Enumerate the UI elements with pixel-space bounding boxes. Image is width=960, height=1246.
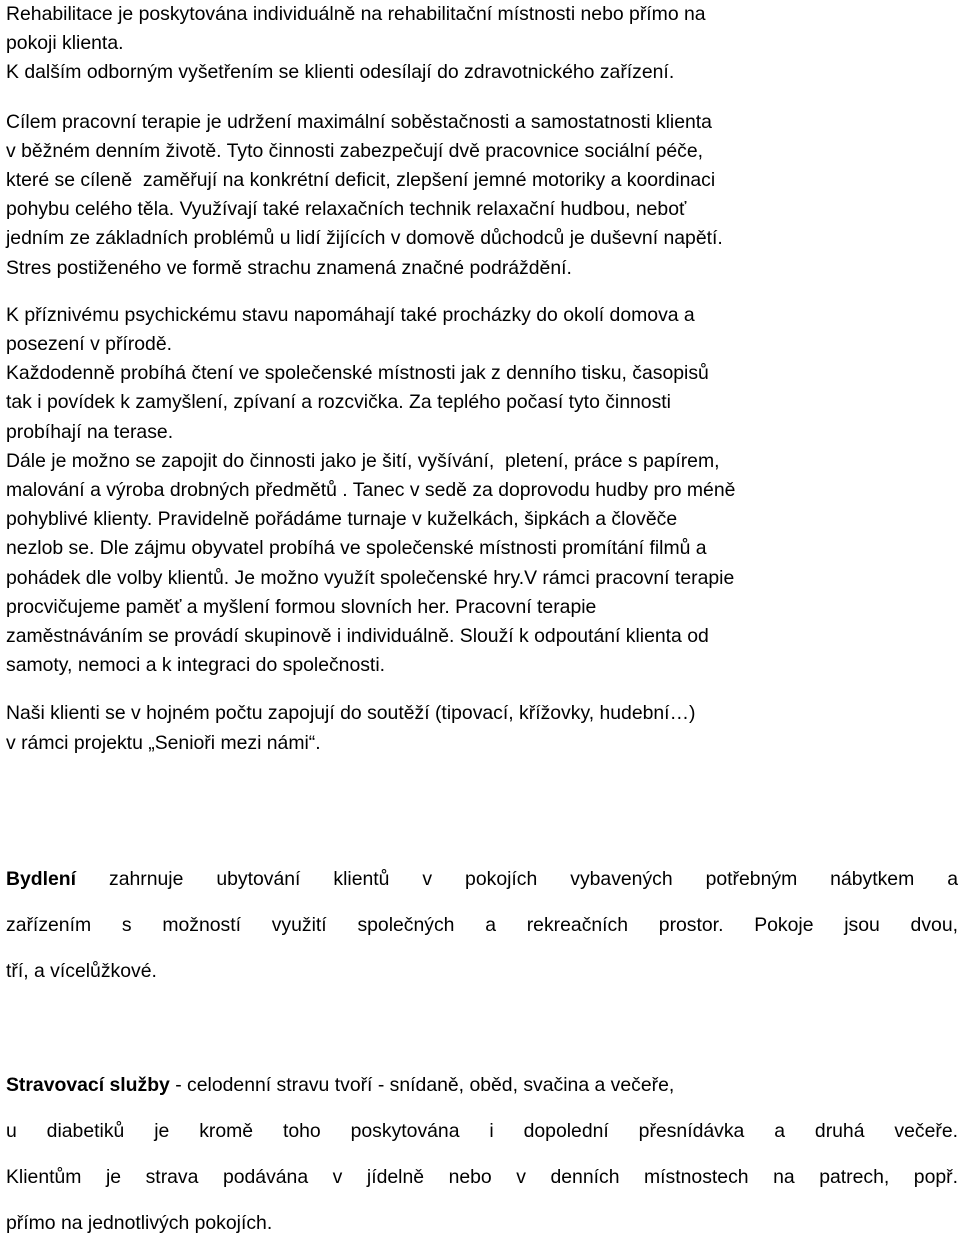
text-line: malování a výroba drobných předmětů . Tanec v sedě za doprovodu hudby pro méně: [6, 479, 736, 502]
text-line: pokoji klienta.: [6, 32, 124, 55]
text-line: posezení v přírodě.: [6, 333, 172, 356]
text-line: v rámci projektu „Senioři mezi námi“.: [6, 731, 321, 754]
text-line: probíhají na terase.: [6, 420, 174, 443]
paragraph-pracovni-terapie: [6, 108, 958, 283]
text-line: Cílem pracovní terapie je udržení maximální soběstačnosti a samostatnosti klienta: [6, 110, 712, 133]
paragraph-stravovani: [6, 1062, 958, 1246]
text-line: které se cíleně zaměřují na konkrétní deficit, zlepšení jemné motoriky a koordinaci: [6, 169, 716, 192]
text-line: Klientům je strava podávána v jídelně nebo v denních místnostech na patrech, popř.: [6, 1165, 958, 1188]
text-line: samoty, nemoci a k integraci do společnosti.: [6, 654, 386, 677]
text-line: pohybu celého těla. Využívají také relaxačních technik relaxační hudbou, neboť: [6, 198, 687, 221]
text-line: přímo na jednotlivých pokojích.: [6, 1211, 273, 1234]
text-line: pohádek dle volby klientů. Je možno využít společenské hry.V rámci pracovní terapie: [6, 566, 735, 589]
text-line: tak i povídek k zamyšlení, zpívaní a rozcvička. Za teplého počasí tyto činnosti: [6, 391, 671, 414]
text-line: Naši klienti se v hojném počtu zapojují do soutěží (tipovací, křížovky, hudební…): [6, 702, 696, 725]
text-line: Dále je možno se zapojit do činnosti jako je šití, vyšívání, pletení, práce s papírem,: [6, 449, 720, 472]
text-line: Rehabilitace je poskytována individuálně na rehabilitační místnosti nebo přímo na: [6, 3, 706, 25]
document-page: [6, 0, 958, 1246]
text-line: pohyblivé klienty. Pravidelně pořádáme turnaje v kuželkách, šipkách a člověče: [6, 508, 678, 531]
text-line: Stres postiženého ve formě strachu znamená značné podráždění.: [6, 256, 572, 279]
heading-stravovani: Stravovací služby: [6, 1073, 170, 1096]
text-line: procvičujeme paměť a myšlení formou slovních her. Pracovní terapie: [6, 595, 597, 618]
text-line: K příznivému psychickému stavu napomáhají také procházky do okolí domova a: [6, 303, 695, 326]
heading-bydleni: Bydlení: [6, 867, 77, 890]
text-line: jedním ze základních problémů u lidí žijících v domově důchodců je duševní napětí.: [6, 227, 723, 250]
paragraph-aktivity: [6, 301, 958, 681]
text-line: [6, 856, 958, 902]
text-line: tří, a vícelůžkové.: [6, 959, 157, 982]
text-line: zařízením s možností využití společných a rekreačních prostor. Pokoje jsou dvou,: [6, 913, 958, 936]
text-run: zahrnuje ubytování klientů v pokojích vybavených potřebným nábytkem a: [76, 867, 958, 890]
text-line: K dalším odborným vyšetřením se klienti odesílají do zdravotnického zařízení.: [6, 61, 675, 84]
text-run: - celodenní stravu tvoří - snídaně, oběd, svačina a večeře,: [169, 1073, 675, 1096]
paragraph-souteze: [6, 699, 958, 757]
text-line: v běžném denním životě. Tyto činnosti zabezpečují dvě pracovnice sociální péče,: [6, 139, 704, 162]
text-line: u diabetiků je kromě toho poskytována i dopolední přesnídávka a druhá večeře.: [6, 1119, 958, 1142]
text-line: nezlob se. Dle zájmu obyvatel probíhá ve společenské místnosti promítání filmů a: [6, 537, 707, 560]
paragraph-rehabilitace: [6, 0, 958, 88]
text-line: [6, 1062, 958, 1108]
text-line: zaměstnáváním se provádí skupinově i individuálně. Slouží k odpoutání klienta od: [6, 625, 709, 648]
paragraph-bydleni: [6, 856, 958, 994]
text-line: Každodenně probíhá čtení ve společenské místnosti jak z denního tisku, časopisů: [6, 362, 709, 385]
